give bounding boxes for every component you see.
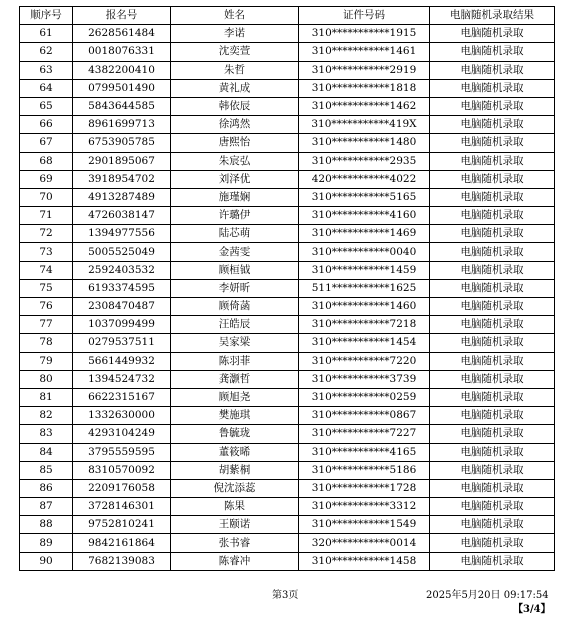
cell-registration-number: 4293104249 (73, 425, 171, 443)
cell-id-number: 310***********1458 (299, 552, 430, 570)
cell-registration-number: 2209176058 (73, 479, 171, 497)
table-row (20, 443, 555, 461)
table-row (20, 388, 555, 406)
cell-id-number: 310***********5186 (299, 461, 430, 479)
cell-admission-result: 电脑随机录取 (430, 97, 555, 115)
cell-sequence-number: 71 (20, 207, 73, 225)
cell-id-number: 310***********1480 (299, 134, 430, 152)
cell-name: 沈奕萱 (171, 43, 299, 61)
cell-name: 朱宸弘 (171, 152, 299, 170)
cell-sequence-number: 68 (20, 152, 73, 170)
cell-sequence-number: 63 (20, 61, 73, 79)
cell-admission-result: 电脑随机录取 (430, 207, 555, 225)
cell-sequence-number: 89 (20, 534, 73, 552)
table-row (20, 25, 555, 43)
page-number: 第3页 (272, 590, 299, 601)
cell-admission-result: 电脑随机录取 (430, 370, 555, 388)
cell-id-number: 310***********2919 (299, 61, 430, 79)
cell-registration-number: 1332630000 (73, 407, 171, 425)
cell-registration-number: 9842161864 (73, 534, 171, 552)
cell-sequence-number: 62 (20, 43, 73, 61)
cell-id-number: 310***********1469 (299, 225, 430, 243)
page-count: 【3/4】 (513, 604, 551, 615)
header-admission-result: 电脑随机录取结果 (430, 7, 555, 25)
cell-name: 樊施琪 (171, 407, 299, 425)
table-row (20, 552, 555, 570)
cell-registration-number: 3795559595 (73, 443, 171, 461)
cell-admission-result: 电脑随机录取 (430, 316, 555, 334)
table-row (20, 407, 555, 425)
cell-sequence-number: 87 (20, 498, 73, 516)
cell-name: 陈睿冲 (171, 552, 299, 570)
cell-registration-number: 5005525049 (73, 243, 171, 261)
cell-registration-number: 3728146301 (73, 498, 171, 516)
table-row (20, 370, 555, 388)
cell-name: 刘泽优 (171, 170, 299, 188)
cell-registration-number: 2901895067 (73, 152, 171, 170)
cell-sequence-number: 85 (20, 461, 73, 479)
cell-sequence-number: 82 (20, 407, 73, 425)
cell-admission-result: 电脑随机录取 (430, 352, 555, 370)
cell-sequence-number: 78 (20, 334, 73, 352)
cell-id-number: 310***********3312 (299, 498, 430, 516)
cell-sequence-number: 80 (20, 370, 73, 388)
cell-admission-result: 电脑随机录取 (430, 79, 555, 97)
cell-admission-result: 电脑随机录取 (430, 479, 555, 497)
table-row (20, 79, 555, 97)
table-row (20, 316, 555, 334)
cell-id-number: 511***********1625 (299, 279, 430, 297)
cell-admission-result: 电脑随机录取 (430, 261, 555, 279)
cell-id-number: 310***********1460 (299, 298, 430, 316)
cell-admission-result: 电脑随机录取 (430, 388, 555, 406)
cell-id-number: 310***********1549 (299, 516, 430, 534)
cell-registration-number: 8961699713 (73, 116, 171, 134)
cell-name: 黄礼成 (171, 79, 299, 97)
cell-sequence-number: 73 (20, 243, 73, 261)
cell-id-number: 310***********4160 (299, 207, 430, 225)
cell-id-number: 310***********419X (299, 116, 430, 134)
cell-name: 李妍昕 (171, 279, 299, 297)
table-row (20, 461, 555, 479)
cell-name: 陈果 (171, 498, 299, 516)
cell-id-number: 310***********3739 (299, 370, 430, 388)
cell-name: 顾倚菡 (171, 298, 299, 316)
cell-registration-number: 1394524732 (73, 370, 171, 388)
cell-name: 张书睿 (171, 534, 299, 552)
cell-admission-result: 电脑随机录取 (430, 25, 555, 43)
cell-name: 王颐诺 (171, 516, 299, 534)
print-datetime: 2025年5月20日 09:17:54 (426, 590, 549, 601)
cell-registration-number: 1037099499 (73, 316, 171, 334)
cell-sequence-number: 64 (20, 79, 73, 97)
cell-name: 施瑾娴 (171, 188, 299, 206)
table-row (20, 61, 555, 79)
cell-id-number: 310***********1915 (299, 25, 430, 43)
table-row (20, 261, 555, 279)
cell-id-number: 310***********0259 (299, 388, 430, 406)
cell-registration-number: 0279537511 (73, 334, 171, 352)
cell-registration-number: 6753905785 (73, 134, 171, 152)
cell-registration-number: 6622315167 (73, 388, 171, 406)
cell-name: 倪沈添蕊 (171, 479, 299, 497)
cell-sequence-number: 86 (20, 479, 73, 497)
table-row (20, 116, 555, 134)
admission-results-table (19, 6, 555, 571)
cell-registration-number: 4726038147 (73, 207, 171, 225)
cell-admission-result: 电脑随机录取 (430, 461, 555, 479)
table-row (20, 479, 555, 497)
cell-registration-number: 3918954702 (73, 170, 171, 188)
cell-admission-result: 电脑随机录取 (430, 152, 555, 170)
cell-registration-number: 0018076331 (73, 43, 171, 61)
cell-name: 许璐伊 (171, 207, 299, 225)
cell-admission-result: 电脑随机录取 (430, 298, 555, 316)
cell-sequence-number: 79 (20, 352, 73, 370)
cell-admission-result: 电脑随机录取 (430, 61, 555, 79)
cell-sequence-number: 70 (20, 188, 73, 206)
cell-admission-result: 电脑随机录取 (430, 188, 555, 206)
cell-admission-result: 电脑随机录取 (430, 443, 555, 461)
table-header-row (20, 7, 555, 25)
cell-name: 朱哲 (171, 61, 299, 79)
cell-sequence-number: 81 (20, 388, 73, 406)
cell-registration-number: 7682139083 (73, 552, 171, 570)
cell-id-number: 310***********7220 (299, 352, 430, 370)
cell-registration-number: 4913287489 (73, 188, 171, 206)
cell-name: 顾旭尧 (171, 388, 299, 406)
cell-id-number: 310***********1818 (299, 79, 430, 97)
cell-name: 龚灏哲 (171, 370, 299, 388)
table-row (20, 170, 555, 188)
cell-registration-number: 9752810241 (73, 516, 171, 534)
cell-id-number: 310***********0040 (299, 243, 430, 261)
table-row (20, 97, 555, 115)
cell-id-number: 310***********1461 (299, 43, 430, 61)
cell-sequence-number: 88 (20, 516, 73, 534)
table-row (20, 152, 555, 170)
cell-sequence-number: 61 (20, 25, 73, 43)
cell-admission-result: 电脑随机录取 (430, 43, 555, 61)
cell-name: 陆芯萌 (171, 225, 299, 243)
cell-id-number: 310***********2935 (299, 152, 430, 170)
cell-id-number: 310***********7227 (299, 425, 430, 443)
table-row (20, 425, 555, 443)
table-row (20, 334, 555, 352)
cell-registration-number: 0799501490 (73, 79, 171, 97)
cell-admission-result: 电脑随机录取 (430, 534, 555, 552)
cell-id-number: 320***********0014 (299, 534, 430, 552)
cell-admission-result: 电脑随机录取 (430, 279, 555, 297)
table-row (20, 298, 555, 316)
table-row (20, 243, 555, 261)
header-name: 姓名 (171, 7, 299, 25)
cell-admission-result: 电脑随机录取 (430, 552, 555, 570)
cell-sequence-number: 69 (20, 170, 73, 188)
header-sequence-number: 顺序号 (20, 7, 73, 25)
cell-admission-result: 电脑随机录取 (430, 225, 555, 243)
cell-id-number: 310***********1728 (299, 479, 430, 497)
table-row (20, 207, 555, 225)
cell-id-number: 310***********1459 (299, 261, 430, 279)
cell-sequence-number: 67 (20, 134, 73, 152)
cell-name: 吴家梁 (171, 334, 299, 352)
cell-id-number: 310***********7218 (299, 316, 430, 334)
cell-admission-result: 电脑随机录取 (430, 425, 555, 443)
cell-sequence-number: 66 (20, 116, 73, 134)
table-row (20, 225, 555, 243)
cell-sequence-number: 74 (20, 261, 73, 279)
cell-registration-number: 6193374595 (73, 279, 171, 297)
cell-name: 顾桓钺 (171, 261, 299, 279)
cell-name: 董筱晞 (171, 443, 299, 461)
cell-registration-number: 5661449932 (73, 352, 171, 370)
cell-admission-result: 电脑随机录取 (430, 170, 555, 188)
cell-registration-number: 1394977556 (73, 225, 171, 243)
table-row (20, 516, 555, 534)
table-row (20, 279, 555, 297)
cell-name: 陈羽菲 (171, 352, 299, 370)
cell-name: 韩依辰 (171, 97, 299, 115)
cell-sequence-number: 84 (20, 443, 73, 461)
cell-admission-result: 电脑随机录取 (430, 516, 555, 534)
table-row (20, 534, 555, 552)
cell-admission-result: 电脑随机录取 (430, 334, 555, 352)
table-row (20, 188, 555, 206)
cell-admission-result: 电脑随机录取 (430, 498, 555, 516)
cell-name: 唐熙怡 (171, 134, 299, 152)
cell-id-number: 310***********0867 (299, 407, 430, 425)
table-row (20, 134, 555, 152)
cell-sequence-number: 72 (20, 225, 73, 243)
table-row (20, 498, 555, 516)
cell-sequence-number: 76 (20, 298, 73, 316)
cell-name: 金茜雯 (171, 243, 299, 261)
cell-registration-number: 4382200410 (73, 61, 171, 79)
cell-registration-number: 5843644585 (73, 97, 171, 115)
header-registration-number: 报名号 (73, 7, 171, 25)
cell-registration-number: 8310570092 (73, 461, 171, 479)
cell-registration-number: 2628561484 (73, 25, 171, 43)
header-id-number: 证件号码 (299, 7, 430, 25)
cell-sequence-number: 83 (20, 425, 73, 443)
cell-sequence-number: 90 (20, 552, 73, 570)
cell-sequence-number: 77 (20, 316, 73, 334)
cell-name: 胡紫桐 (171, 461, 299, 479)
cell-registration-number: 2592403532 (73, 261, 171, 279)
cell-name: 汪皓辰 (171, 316, 299, 334)
cell-id-number: 420***********4022 (299, 170, 430, 188)
cell-name: 徐鸿然 (171, 116, 299, 134)
cell-sequence-number: 75 (20, 279, 73, 297)
table-row (20, 352, 555, 370)
cell-id-number: 310***********4165 (299, 443, 430, 461)
cell-id-number: 310***********1454 (299, 334, 430, 352)
cell-admission-result: 电脑随机录取 (430, 134, 555, 152)
cell-admission-result: 电脑随机录取 (430, 116, 555, 134)
cell-admission-result: 电脑随机录取 (430, 407, 555, 425)
cell-registration-number: 2308470487 (73, 298, 171, 316)
cell-name: 鲁毓珑 (171, 425, 299, 443)
table-row (20, 43, 555, 61)
table-body (20, 25, 555, 571)
cell-id-number: 310***********1462 (299, 97, 430, 115)
cell-id-number: 310***********5165 (299, 188, 430, 206)
cell-admission-result: 电脑随机录取 (430, 243, 555, 261)
cell-sequence-number: 65 (20, 97, 73, 115)
cell-name: 李诺 (171, 25, 299, 43)
